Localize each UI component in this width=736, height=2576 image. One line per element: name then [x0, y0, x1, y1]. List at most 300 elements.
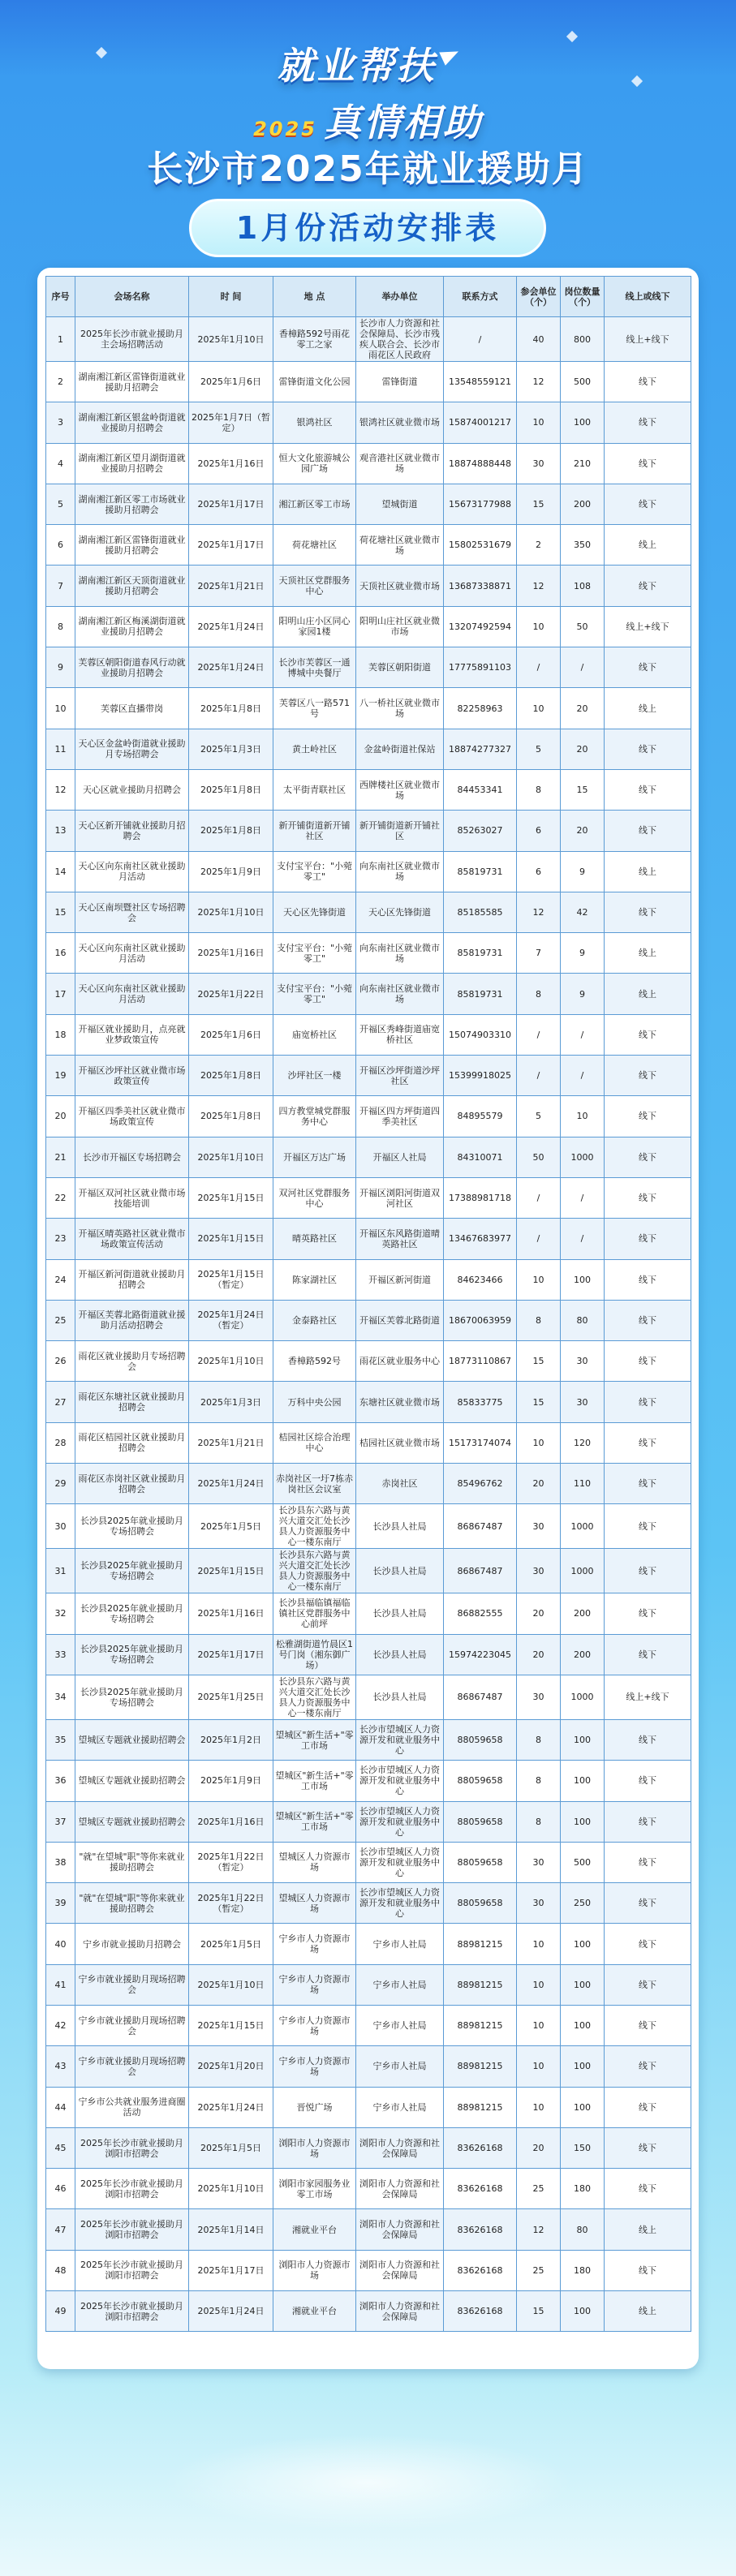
cell-time: 2025年1月24日 [189, 2087, 273, 2127]
cell-venue-name: 开福区四季美社区就业微市场政策宣传 [75, 1096, 189, 1137]
cell-contact: 18874277327 [444, 729, 517, 769]
cell-time: 2025年1月16日 [189, 1593, 273, 1634]
cell-mode: 线下 [605, 402, 691, 443]
table-row [46, 1634, 691, 1675]
cell-location: 支付宝平台："小菀零工" [273, 974, 356, 1014]
cell-mode: 线下 [605, 2127, 691, 2168]
cell-participant-count: 12 [517, 892, 561, 932]
cell-contact: 85263027 [444, 811, 517, 851]
table-row [46, 1422, 691, 1463]
table-row [46, 402, 691, 443]
cell-venue-name: "就"在望城"职"等你来就业援助招聘会 [75, 1842, 189, 1882]
cell-participant-count: 8 [517, 1801, 561, 1842]
cell-time: 2025年1月5日 [189, 1504, 273, 1549]
cell-position-count: 50 [561, 606, 605, 647]
cell-location: 双河社区党群服务中心 [273, 1177, 356, 1218]
cell-index: 33 [46, 1634, 75, 1675]
cell-index: 18 [46, 1014, 75, 1055]
cell-time: 2025年1月24日 [189, 2291, 273, 2332]
cell-organizer: 开福区芙蓉北路街道 [356, 1300, 444, 1340]
cell-location: 支付宝平台："小菀零工" [273, 851, 356, 892]
cell-position-count: 100 [561, 1801, 605, 1842]
cell-index: 40 [46, 1924, 75, 1964]
cell-participant-count: 20 [517, 2127, 561, 2168]
cell-organizer: 宁乡市人社局 [356, 2046, 444, 2087]
cell-contact: 88059658 [444, 1719, 517, 1760]
cell-position-count: 180 [561, 2169, 605, 2209]
cell-venue-name: 开福区新河街道就业援助月招聘会 [75, 1259, 189, 1300]
cell-position-count: 100 [561, 2005, 605, 2045]
cell-contact: 88981215 [444, 1964, 517, 2005]
cell-contact: 85185585 [444, 892, 517, 932]
cell-time: 2025年1月10日 [189, 892, 273, 932]
cell-location: 支付宝平台："小菀零工" [273, 933, 356, 974]
cell-participant-count: 2 [517, 525, 561, 566]
cell-position-count: 120 [561, 1422, 605, 1463]
cell-organizer: 西牌楼社区就业微市场 [356, 769, 444, 810]
cell-mode: 线上+线下 [605, 317, 691, 362]
cell-location: 桔园社区综合治理中心 [273, 1422, 356, 1463]
cell-contact: 83626168 [444, 2127, 517, 2168]
cell-position-count: 30 [561, 1382, 605, 1422]
cell-position-count: 100 [561, 2087, 605, 2127]
cell-mode: 线下 [605, 484, 691, 524]
cell-organizer: 桔园社区就业微市场 [356, 1422, 444, 1463]
cell-position-count: 100 [561, 1964, 605, 2005]
cell-location: 长沙市芙蓉区一通博城中央餐厅 [273, 647, 356, 688]
cell-participant-count: / [517, 1056, 561, 1096]
cell-location: 宁乡市人力资源市场 [273, 2046, 356, 2087]
cell-location: 陈家湖社区 [273, 1259, 356, 1300]
table-row [46, 1964, 691, 2005]
cell-organizer: 长沙县人社局 [356, 1549, 444, 1593]
cell-contact: 82258963 [444, 688, 517, 729]
cell-position-count: 1000 [561, 1675, 605, 1719]
cell-venue-name: 天心区新开铺就业援助月招聘会 [75, 811, 189, 851]
cell-contact: 83626168 [444, 2250, 517, 2290]
cell-contact: 88059658 [444, 1842, 517, 1882]
cell-index: 48 [46, 2250, 75, 2290]
cell-index: 13 [46, 811, 75, 851]
cell-venue-name: 天心区金盆岭街道就业援助月专场招聘会 [75, 729, 189, 769]
cell-organizer: 宁乡市人社局 [356, 1964, 444, 2005]
table-row [46, 2169, 691, 2209]
cell-participant-count: 7 [517, 933, 561, 974]
table-row [46, 1014, 691, 1055]
cell-mode: 线下 [605, 1014, 691, 1055]
table-row [46, 1883, 691, 1924]
slogan-line1-text: 就业帮扶 [277, 44, 437, 88]
cell-position-count: 20 [561, 729, 605, 769]
table-row [46, 2127, 691, 2168]
cell-location: 荷花塘社区 [273, 525, 356, 566]
cell-location: 庙宽桥社区 [273, 1014, 356, 1055]
cell-organizer: 开福区新河街道 [356, 1259, 444, 1300]
cell-contact: 85819731 [444, 933, 517, 974]
cell-mode: 线下 [605, 1801, 691, 1842]
cell-location: 天心区先锋街道 [273, 892, 356, 932]
cell-venue-name: 天心区向东南社区就业援助月活动 [75, 851, 189, 892]
table-row [46, 317, 691, 362]
cell-mode: 线下 [605, 811, 691, 851]
cell-venue-name: 开福区双河社区就业微市场技能培训 [75, 1177, 189, 1218]
column-header: 联系方式 [444, 277, 517, 317]
table-row [46, 1675, 691, 1719]
cell-location: 浏阳市人力资源市场 [273, 2250, 356, 2290]
cell-mode: 线上+线下 [605, 1675, 691, 1719]
cell-participant-count: / [517, 1177, 561, 1218]
table-row [46, 1341, 691, 1382]
table-row [46, 1504, 691, 1549]
cell-index: 28 [46, 1422, 75, 1463]
cell-venue-name: 天心区向东南社区就业援助月活动 [75, 974, 189, 1014]
cell-location: 湘就业平台 [273, 2291, 356, 2332]
cell-organizer: 长沙市望城区人力资源开发和就业服务中心 [356, 1801, 444, 1842]
cell-venue-name: 湖南湘江新区零工市场就业援助月招聘会 [75, 484, 189, 524]
cell-contact: 15874001217 [444, 402, 517, 443]
cell-contact: 13548559121 [444, 362, 517, 402]
cell-location: 金泰路社区 [273, 1300, 356, 1340]
cell-venue-name: 望城区专题就业援助招聘会 [75, 1801, 189, 1842]
cell-venue-name: 2025年长沙市就业援助月浏阳市招聘会 [75, 2209, 189, 2250]
cell-position-count: 180 [561, 2250, 605, 2290]
cell-index: 21 [46, 1137, 75, 1177]
cell-location: 开福区万达广场 [273, 1137, 356, 1177]
cell-time: 2025年1月10日 [189, 2169, 273, 2209]
cell-position-count: 350 [561, 525, 605, 566]
table-body [46, 317, 691, 2332]
cell-time: 2025年1月17日 [189, 1634, 273, 1675]
cell-organizer: 浏阳市人力资源和社会保障局 [356, 2169, 444, 2209]
cell-index: 17 [46, 974, 75, 1014]
cell-position-count: 80 [561, 2209, 605, 2250]
cell-contact: 18773110867 [444, 1341, 517, 1382]
cell-location: 松雅湖街道竹晨区1号门岗（湘东御广场） [273, 1634, 356, 1675]
cell-mode: 线上 [605, 525, 691, 566]
cell-time: 2025年1月24日 [189, 1464, 273, 1504]
cell-contact: 84453341 [444, 769, 517, 810]
header-banner [0, 0, 736, 276]
cell-participant-count: 10 [517, 1924, 561, 1964]
cell-contact: 85496762 [444, 1464, 517, 1504]
cell-participant-count: 30 [517, 1883, 561, 1924]
cell-organizer: 长沙县人社局 [356, 1675, 444, 1719]
cell-position-count: / [561, 1014, 605, 1055]
cell-contact: 86867487 [444, 1675, 517, 1719]
cell-organizer: 观音港社区就业微市场 [356, 443, 444, 484]
cell-venue-name: 宁乡市就业援助月现场招聘会 [75, 2046, 189, 2087]
cell-position-count: 20 [561, 811, 605, 851]
cell-participant-count: 8 [517, 1719, 561, 1760]
cell-mode: 线下 [605, 1341, 691, 1382]
cell-location: 四方教堂城党群服务中心 [273, 1096, 356, 1137]
cell-participant-count: 12 [517, 566, 561, 606]
table-row [46, 1056, 691, 1096]
cell-mode: 线下 [605, 2046, 691, 2087]
cell-position-count: 200 [561, 1593, 605, 1634]
cell-index: 1 [46, 317, 75, 362]
cell-index: 31 [46, 1549, 75, 1593]
column-header: 岗位数量（个） [561, 277, 605, 317]
table-row [46, 1177, 691, 1218]
cell-position-count: 250 [561, 1883, 605, 1924]
cell-time: 2025年1月15日 [189, 1549, 273, 1593]
table-row [46, 729, 691, 769]
cell-participant-count: 8 [517, 1761, 561, 1801]
cell-time: 2025年1月21日 [189, 566, 273, 606]
cell-time: 2025年1月24日（暂定） [189, 1300, 273, 1340]
cell-location: 香樟路592号雨花零工之家 [273, 317, 356, 362]
cell-time: 2025年1月22日（暂定） [189, 1883, 273, 1924]
cell-contact: 88981215 [444, 1924, 517, 1964]
cell-contact: / [444, 317, 517, 362]
cell-index: 7 [46, 566, 75, 606]
cell-index: 39 [46, 1883, 75, 1924]
cell-position-count: 1000 [561, 1504, 605, 1549]
cell-participant-count: 15 [517, 2291, 561, 2332]
cell-time: 2025年1月8日 [189, 769, 273, 810]
cell-contact: 88059658 [444, 1883, 517, 1924]
cell-contact: 15673177988 [444, 484, 517, 524]
cell-organizer: 浏阳市人力资源和社会保障局 [356, 2250, 444, 2290]
cell-contact: 84310071 [444, 1137, 517, 1177]
paper-plane-icon [439, 45, 462, 66]
cell-location: 赤岗社区一圩7栋赤岗社区会议室 [273, 1464, 356, 1504]
cell-mode: 线下 [605, 1964, 691, 2005]
cell-venue-name: 开福区芙蓉北路街道就业援助月活动招聘会 [75, 1300, 189, 1340]
cell-participant-count: / [517, 647, 561, 688]
cell-index: 25 [46, 1300, 75, 1340]
table-header-row [46, 277, 691, 317]
cell-organizer: 长沙市人力资源和社会保障局、长沙市残疾人联合会、长沙市雨花区人民政府 [356, 317, 444, 362]
cell-organizer: 开福区东风路街道晴英路社区 [356, 1219, 444, 1259]
cell-time: 2025年1月25日 [189, 1675, 273, 1719]
cell-contact: 88059658 [444, 1801, 517, 1842]
cell-mode: 线下 [605, 1924, 691, 1964]
cell-mode: 线上 [605, 974, 691, 1014]
cell-time: 2025年1月17日 [189, 525, 273, 566]
cell-participant-count: 30 [517, 1675, 561, 1719]
cell-position-count: 210 [561, 443, 605, 484]
cell-time: 2025年1月17日 [189, 484, 273, 524]
cell-organizer: 望城街道 [356, 484, 444, 524]
cell-mode: 线下 [605, 1464, 691, 1504]
cell-location: 长沙县福临镇福临镇社区党群服务中心前坪 [273, 1593, 356, 1634]
cell-participant-count: 20 [517, 1634, 561, 1675]
cell-location: 阳明山庄小区同心家园1楼 [273, 606, 356, 647]
cell-index: 6 [46, 525, 75, 566]
cell-contact: 85833775 [444, 1382, 517, 1422]
cell-index: 42 [46, 2005, 75, 2045]
table-row [46, 933, 691, 974]
slogan-year: 2025 [253, 118, 317, 140]
cell-contact: 85819731 [444, 974, 517, 1014]
cell-contact: 15399918025 [444, 1056, 517, 1096]
cell-venue-name: 宁乡市公共就业服务进商圈活动 [75, 2087, 189, 2127]
cell-position-count: 100 [561, 1924, 605, 1964]
table-row [46, 2291, 691, 2332]
cell-participant-count: / [517, 1014, 561, 1055]
table-row [46, 769, 691, 810]
cell-index: 12 [46, 769, 75, 810]
cell-participant-count: 10 [517, 688, 561, 729]
cell-contact: 83626168 [444, 2209, 517, 2250]
cell-contact: 86867487 [444, 1504, 517, 1549]
cell-position-count: / [561, 1177, 605, 1218]
cell-venue-name: 长沙县2025年就业援助月专场招聘会 [75, 1504, 189, 1549]
cell-organizer: 宁乡市人社局 [356, 2005, 444, 2045]
cell-participant-count: 5 [517, 729, 561, 769]
cell-participant-count: 20 [517, 1593, 561, 1634]
cell-index: 49 [46, 2291, 75, 2332]
table-row [46, 484, 691, 524]
table-row [46, 1593, 691, 1634]
cell-participant-count: 10 [517, 1964, 561, 2005]
cell-contact: 18874888448 [444, 443, 517, 484]
cell-location: 望城区人力资源市场 [273, 1883, 356, 1924]
cell-location: 沙坪社区一楼 [273, 1056, 356, 1096]
cell-venue-name: 长沙县2025年就业援助月专场招聘会 [75, 1549, 189, 1593]
cell-location: 浏阳市家园服务业零工市场 [273, 2169, 356, 2209]
cell-venue-name: 天心区就业援助月招聘会 [75, 769, 189, 810]
cell-organizer: 阳明山庄社区就业微市场 [356, 606, 444, 647]
cell-location: 望城区人力资源市场 [273, 1842, 356, 1882]
cell-mode: 线下 [605, 1056, 691, 1096]
cell-participant-count: 8 [517, 974, 561, 1014]
cell-location: 万科中央公园 [273, 1382, 356, 1422]
schedule-table [45, 276, 691, 2332]
cell-index: 20 [46, 1096, 75, 1137]
cell-index: 26 [46, 1341, 75, 1382]
schedule-table-card [37, 268, 699, 2369]
cell-venue-name: 湖南湘江新区望月湖街道就业援助月招聘会 [75, 443, 189, 484]
cell-contact: 15173174074 [444, 1422, 517, 1463]
cell-location: 恒大文化旅游城公园广场 [273, 443, 356, 484]
table-row [46, 2005, 691, 2045]
cell-participant-count: 12 [517, 362, 561, 402]
cell-time: 2025年1月7日（暂定） [189, 402, 273, 443]
cell-mode: 线上 [605, 2209, 691, 2250]
cell-mode: 线下 [605, 769, 691, 810]
cell-location: 香樟路592号 [273, 1341, 356, 1382]
slogan [0, 37, 736, 147]
cell-time: 2025年1月15日 [189, 1177, 273, 1218]
cell-position-count: 150 [561, 2127, 605, 2168]
cell-location: 望城区"新生活+"零工市场 [273, 1719, 356, 1760]
cell-organizer: 长沙市望城区人力资源开发和就业服务中心 [356, 1719, 444, 1760]
cell-time: 2025年1月15日（暂定） [189, 1259, 273, 1300]
cell-mode: 线上 [605, 688, 691, 729]
cell-participant-count: 8 [517, 769, 561, 810]
cell-index: 37 [46, 1801, 75, 1842]
cell-time: 2025年1月10日 [189, 1964, 273, 2005]
cell-position-count: 10 [561, 1096, 605, 1137]
column-header: 参会单位（个） [517, 277, 561, 317]
cell-position-count: 110 [561, 1464, 605, 1504]
cell-venue-name: 2025年长沙市就业援助月主会场招聘活动 [75, 317, 189, 362]
cell-time: 2025年1月8日 [189, 1096, 273, 1137]
cell-participant-count: 30 [517, 443, 561, 484]
cell-venue-name: 2025年长沙市就业援助月浏阳市招聘会 [75, 2169, 189, 2209]
cell-position-count: 9 [561, 933, 605, 974]
cell-organizer: 芙蓉区朝阳街道 [356, 647, 444, 688]
cell-time: 2025年1月6日 [189, 362, 273, 402]
cell-venue-name: 湖南湘江新区梅溪湖街道就业援助月招聘会 [75, 606, 189, 647]
cell-participant-count: 25 [517, 2169, 561, 2209]
cell-venue-name: 湖南湘江新区雷锋街道就业援助月招聘会 [75, 525, 189, 566]
cell-index: 2 [46, 362, 75, 402]
cell-index: 41 [46, 1964, 75, 2005]
cell-time: 2025年1月20日 [189, 2046, 273, 2087]
table-row [46, 1300, 691, 1340]
cell-organizer: 向东南社区就业微市场 [356, 933, 444, 974]
cell-organizer: 浏阳市人力资源和社会保障局 [356, 2209, 444, 2250]
cell-index: 46 [46, 2169, 75, 2209]
cell-participant-count: 12 [517, 2209, 561, 2250]
bottom-glow-decoration [162, 2434, 574, 2531]
cell-index: 34 [46, 1675, 75, 1719]
cell-location: 宁乡市人力资源市场 [273, 2005, 356, 2045]
cell-position-count: 100 [561, 1259, 605, 1300]
cell-mode: 线下 [605, 362, 691, 402]
cell-organizer: 雨花区就业服务中心 [356, 1341, 444, 1382]
cell-organizer: 开福区人社局 [356, 1137, 444, 1177]
cell-mode: 线上 [605, 2291, 691, 2332]
cell-participant-count: 6 [517, 811, 561, 851]
table-row [46, 1801, 691, 1842]
cell-organizer: 开福区浏阳河街道双河社区 [356, 1177, 444, 1218]
table-row [46, 1549, 691, 1593]
cell-time: 2025年1月15日 [189, 2005, 273, 2045]
cell-time: 2025年1月10日 [189, 1137, 273, 1177]
cell-position-count: / [561, 1219, 605, 1259]
table-row [46, 647, 691, 688]
page-title: 长沙市2025年就业援助月 [147, 148, 589, 190]
cell-index: 43 [46, 2046, 75, 2087]
cell-venue-name: 长沙县2025年就业援助月专场招聘会 [75, 1675, 189, 1719]
cell-contact: 13687338871 [444, 566, 517, 606]
cell-venue-name: 宁乡市就业援助月招聘会 [75, 1924, 189, 1964]
cell-time: 2025年1月9日 [189, 1761, 273, 1801]
cell-organizer: 向东南社区就业微市场 [356, 851, 444, 892]
cell-index: 14 [46, 851, 75, 892]
cell-organizer: 长沙市望城区人力资源开发和就业服务中心 [356, 1761, 444, 1801]
cell-contact: 86867487 [444, 1549, 517, 1593]
cell-venue-name: 雨花区就业援助月专场招聘会 [75, 1341, 189, 1382]
cell-organizer: 开福区秀峰街道庙宽桥社区 [356, 1014, 444, 1055]
cell-participant-count: 6 [517, 851, 561, 892]
cell-time: 2025年1月24日 [189, 606, 273, 647]
cell-participant-count: 10 [517, 1259, 561, 1300]
cell-participant-count: 50 [517, 1137, 561, 1177]
cell-index: 9 [46, 647, 75, 688]
cell-index: 27 [46, 1382, 75, 1422]
cell-mode: 线下 [605, 729, 691, 769]
cell-index: 32 [46, 1593, 75, 1634]
cell-time: 2025年1月17日 [189, 2250, 273, 2290]
cell-position-count: 1000 [561, 1137, 605, 1177]
cell-mode: 线下 [605, 647, 691, 688]
cell-organizer: 宁乡市人社局 [356, 2087, 444, 2127]
cell-mode: 线下 [605, 1504, 691, 1549]
cell-organizer: 银鸿社区就业微市场 [356, 402, 444, 443]
cell-venue-name: 开福区就业援助月，点亮就业梦政策宣传 [75, 1014, 189, 1055]
cell-venue-name: 长沙县2025年就业援助月专场招聘会 [75, 1593, 189, 1634]
cell-participant-count: 30 [517, 1549, 561, 1593]
cell-location: 长沙县东六路与黄兴大道交汇处长沙县人力资源服务中心一楼东南厅 [273, 1549, 356, 1593]
cell-time: 2025年1月22日 [189, 974, 273, 1014]
table-row [46, 2209, 691, 2250]
